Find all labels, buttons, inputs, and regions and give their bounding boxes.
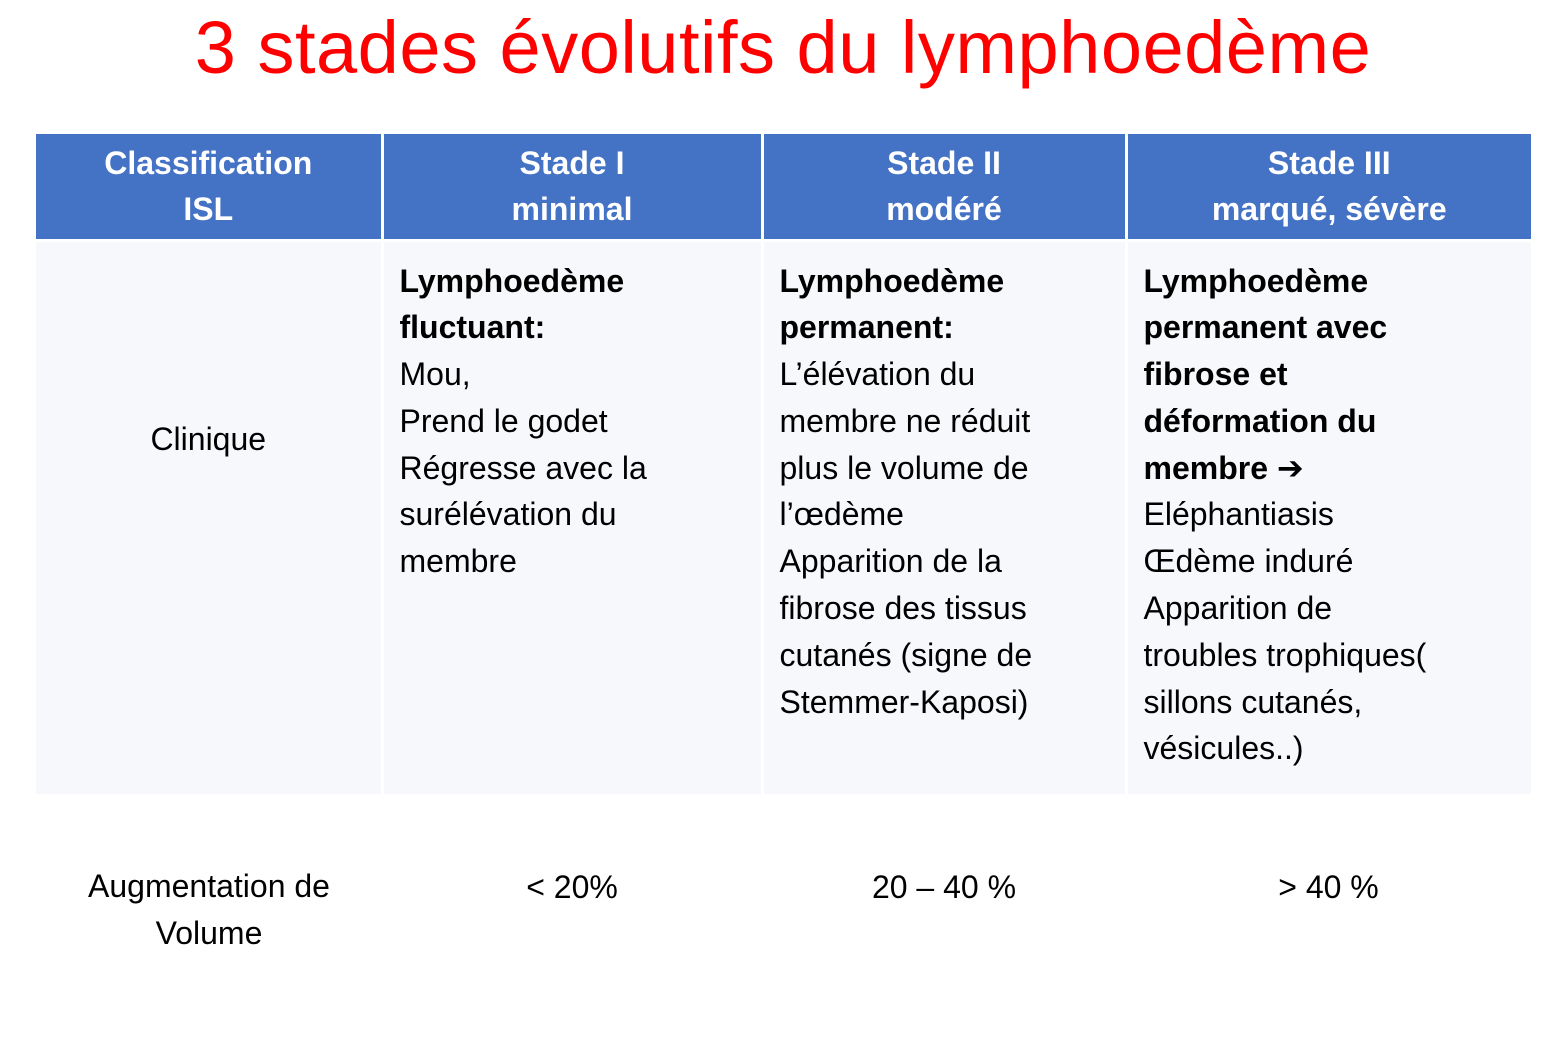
header-line: minimal — [511, 191, 633, 228]
row-label-volume — [36, 794, 382, 1026]
cell-volume-stade-3: > 40 % — [1126, 794, 1531, 1026]
header-line: Stade II — [887, 145, 1001, 182]
cell-line: Eléphantiasis — [1143, 496, 1334, 533]
cell-volume-stade-2: 20 – 40 % — [762, 794, 1126, 1026]
cell-line: Prend le godet — [399, 402, 608, 439]
cell-clinique-stade-3 — [1126, 240, 1531, 794]
cell-line: cutanés (signe de — [779, 636, 1033, 673]
header-classification — [36, 134, 382, 240]
cell-line: l’œdème — [779, 496, 904, 533]
cell-clinique-stade-1 — [382, 240, 762, 794]
header-stade-2 — [762, 134, 1126, 240]
cell-line: sillons cutanés, — [1143, 683, 1363, 720]
cell-bold-line: permanent avec — [1143, 309, 1388, 346]
table-header-row — [36, 134, 1531, 240]
cell-line: Régresse avec la — [399, 449, 647, 486]
table-row-clinique — [36, 240, 1531, 794]
header-stade-1 — [382, 134, 762, 240]
cell-line: vésicules..) — [1143, 730, 1304, 767]
cell-bold-line: membre ➔ — [1143, 449, 1304, 486]
cell-line: Apparition de la — [779, 543, 1002, 580]
cell-line: Mou, — [399, 356, 471, 393]
cell-bold-line: fibrose et — [1143, 356, 1288, 393]
header-line: marqué, sévère — [1211, 191, 1447, 228]
cell-clinique-stade-2 — [762, 240, 1126, 794]
cell-line: fibrose des tissus — [779, 590, 1027, 627]
page-title: 3 stades évolutifs du lymphoedème — [194, 6, 1372, 89]
cell-bold-line: permanent: — [779, 309, 954, 346]
cell-bold-line: fluctuant: — [399, 309, 546, 346]
header-line: modéré — [886, 191, 1002, 228]
cell-line: Œdème induré — [1143, 543, 1354, 580]
cell-line: L’élévation du — [779, 356, 976, 393]
header-line: ISL — [183, 191, 234, 228]
cell-bold-line: Lymphoedème — [779, 262, 1005, 299]
cell-bold-line: déformation du — [1143, 402, 1377, 439]
header-line: Stade III — [1267, 145, 1391, 182]
cell-line: plus le volume de — [779, 449, 1029, 486]
row-label-line: Augmentation de — [88, 868, 330, 905]
header-line: Stade I — [519, 145, 625, 182]
stages-table — [36, 134, 1531, 1026]
cell-line: Apparition de — [1143, 590, 1333, 627]
cell-line: membre ne réduit — [779, 402, 1031, 439]
row-label-line: Volume — [155, 915, 263, 951]
header-line: Classification — [104, 145, 313, 182]
cell-line: surélévation du — [399, 496, 617, 533]
cell-bold-line: Lymphoedème — [1143, 262, 1369, 299]
cell-line: Stemmer-Kaposi) — [779, 683, 1029, 720]
header-stade-3 — [1126, 134, 1531, 240]
cell-bold-line: Lymphoedème — [399, 262, 625, 299]
table-row-volume — [36, 794, 1531, 1026]
cell-line: membre — [399, 543, 517, 580]
row-label-clinique: Clinique — [36, 240, 382, 794]
cell-volume-stade-1: < 20% — [382, 794, 762, 1026]
cell-line: troubles trophiques( — [1143, 636, 1427, 673]
